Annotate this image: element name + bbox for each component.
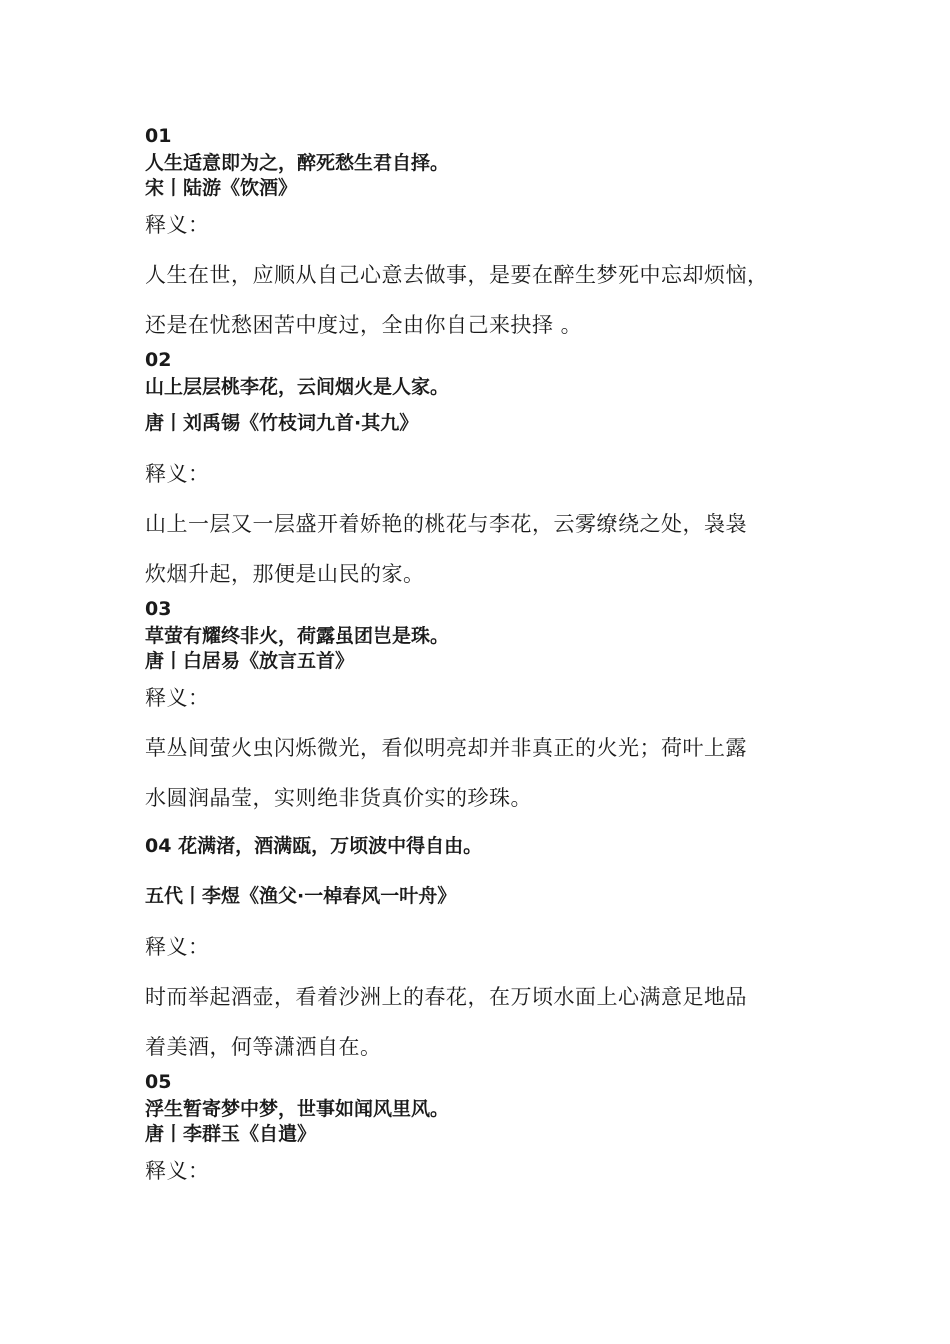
explanation-line: 山上一层又一层盛开着娇艳的桃花与李花，云雾缭绕之处，袅袅 (145, 512, 747, 536)
verse: 山上层层桃李花，云间烟火是人家。 (145, 376, 450, 398)
explanation-line: 炊烟升起，那便是山民的家。 (145, 562, 425, 586)
section-number: 02 (145, 349, 172, 371)
section-number: 03 (145, 598, 172, 620)
explanation-label: 释义： (145, 1159, 210, 1183)
verse: 花满渚，酒满瓯，万顷波中得自由。 (178, 835, 483, 857)
section-number: 05 (145, 1071, 172, 1093)
explanation-label: 释义： (145, 686, 210, 710)
verse: 人生适意即为之，醉死愁生君自择。 (145, 152, 450, 174)
verse: 草萤有耀终非火，荷露虽团岂是珠。 (145, 625, 450, 647)
source: 宋丨陆游《饮酒》 (145, 177, 298, 199)
source: 唐丨李群玉《自遣》 (145, 1123, 317, 1145)
verse: 浮生暂寄梦中梦，世事如闻风里风。 (145, 1098, 450, 1120)
explanation-label: 释义： (145, 935, 210, 959)
section-number: 01 (145, 125, 172, 147)
source: 唐丨刘禹锡《竹枝词九首·其九》 (145, 412, 419, 434)
explanation-line: 着美酒，何等潇洒自在。 (145, 1035, 382, 1059)
section-number: 04 (145, 835, 172, 857)
explanation-line: 水圆润晶莹，实则绝非货真价实的珍珠。 (145, 786, 532, 810)
explanation-line: 人生在世，应顺从自己心意去做事，是要在醉生梦死中忘却烦恼， (145, 263, 769, 287)
source: 五代丨李煜《渔父·一棹春风一叶舟》 (145, 885, 457, 907)
explanation-label: 释义： (145, 462, 210, 486)
section-heading (145, 834, 482, 858)
explanation-label: 释义： (145, 213, 210, 237)
explanation-line: 草丛间萤火虫闪烁微光，看似明亮却并非真正的火光；荷叶上露 (145, 736, 747, 760)
explanation-line: 还是在忧愁困苦中度过，全由你自己来抉择 。 (145, 313, 583, 337)
source: 唐丨白居易《放言五首》 (145, 650, 355, 672)
explanation-line: 时而举起酒壶，看着沙洲上的春花，在万顷水面上心满意足地品 (145, 985, 747, 1009)
